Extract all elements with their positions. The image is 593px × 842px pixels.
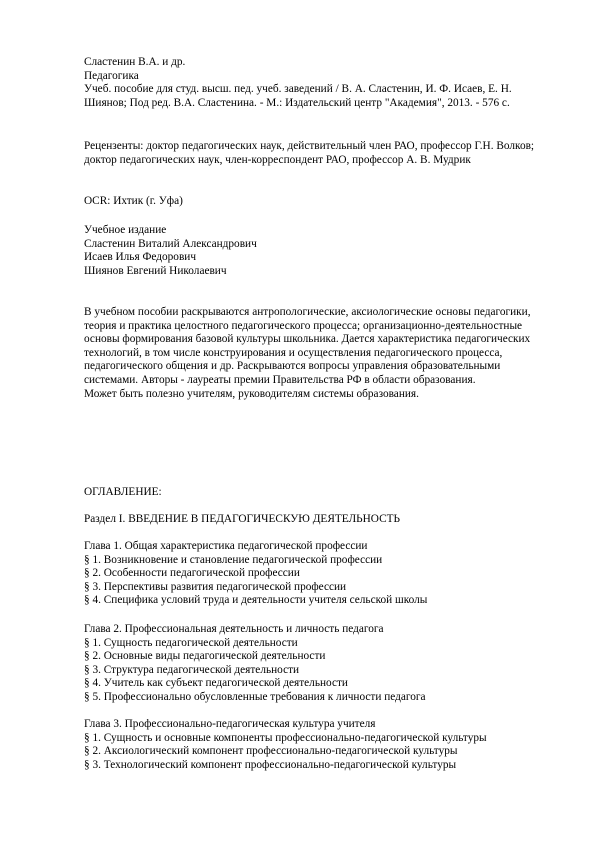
toc-item: § 2. Основные виды педагогической деятельности xyxy=(84,650,326,663)
book-authors: Сластенин В.А. и др. xyxy=(84,56,186,68)
book-description: Учеб. пособие для студ. высш. пед. учеб. заведений / В. А. Сластенин, И. Ф. Исаев, Е. Н. Шиянов; Под ред. В.А. Сластенина. - М.: Издательский центр "Академия", 2013. - 576 с. xyxy=(84,83,512,109)
chapter-title: Глава 2. Профессиональная деятельность и личность педагога xyxy=(84,623,384,635)
chapter-title: Глава 1. Общая характеристика педагогической профессии xyxy=(84,540,368,552)
toc-chapter-2 xyxy=(84,623,557,705)
toc-item: § 5. Профессионально обусловленные требования к личности педагога xyxy=(84,690,426,703)
toc-item: § 1. Возникновение и становление педагогической профессии xyxy=(84,553,383,566)
toc-item: § 3. Перспективы развития педагогической профессии xyxy=(84,580,347,593)
toc-section-title: Раздел I. ВВЕДЕНИЕ В ПЕДАГОГИЧЕСКУЮ ДЕЯТЕЛЬНОСТЬ xyxy=(84,513,401,525)
toc-item: § 2. Аксиологический компонент профессионально-педагогической культуры xyxy=(84,745,458,758)
abstract-text: В учебном пособии раскрываются антропологические, аксиологические основы педагогики, теория и практика целостного педагогического процесса; организационно-деятельностные основы формирования базовой культуры школьника. Дается характеристика педагогических технологий, в том числе конструирования и осуществления педагогического процесса, педагогического общения и др. Раскрываются вопросы управления образовательными системами. Авторы - лауреаты премии Правительства РФ в области образования. xyxy=(84,306,531,386)
toc-item: § 1. Сущность и основные компоненты профессионально-педагогической культуры xyxy=(84,731,487,744)
toc-item: § 1. Сущность педагогической деятельности xyxy=(84,636,298,649)
book-title: Педагогика xyxy=(84,69,139,82)
edition-author: Шиянов Евгений Николаевич xyxy=(84,264,227,277)
abstract-audience: Может быть полезно учителям, руководителям системы образования. xyxy=(84,387,419,400)
toc-item: § 3. Технологический компонент профессионально-педагогической культуры xyxy=(84,758,457,771)
toc-item: § 4. Специфика условий труда и деятельности учителя сельской школы xyxy=(84,594,428,607)
toc-chapter-1 xyxy=(84,540,557,608)
reviewers-text: Рецензенты: доктор педагогических наук, действительный член РАО, профессор Г.Н. Волков; доктор педагогических наук, член-корреспондент РАО, профессор А. В. Мудрик xyxy=(84,140,535,166)
toc-item: § 4. Учитель как субъект педагогической деятельности xyxy=(84,677,348,690)
edition-type: Учебное издание xyxy=(84,224,167,236)
bibliography-block xyxy=(84,56,557,110)
chapter-title: Глава 3. Профессионально-педагогическая культура учителя xyxy=(84,718,376,730)
toc-item: § 3. Структура педагогической деятельности xyxy=(84,663,300,676)
edition-author: Сластенин Виталий Александрович xyxy=(84,237,257,250)
abstract-block xyxy=(84,306,557,401)
toc-item: § 2. Особенности педагогической профессии xyxy=(84,567,300,580)
edition-block xyxy=(84,224,557,278)
ocr-credit: OCR: Ихтик (г. Уфа) xyxy=(84,195,183,207)
edition-author: Исаев Илья Федорович xyxy=(84,251,197,264)
toc-heading: ОГЛАВЛЕНИЕ: xyxy=(84,486,162,498)
toc-chapter-3 xyxy=(84,718,557,772)
